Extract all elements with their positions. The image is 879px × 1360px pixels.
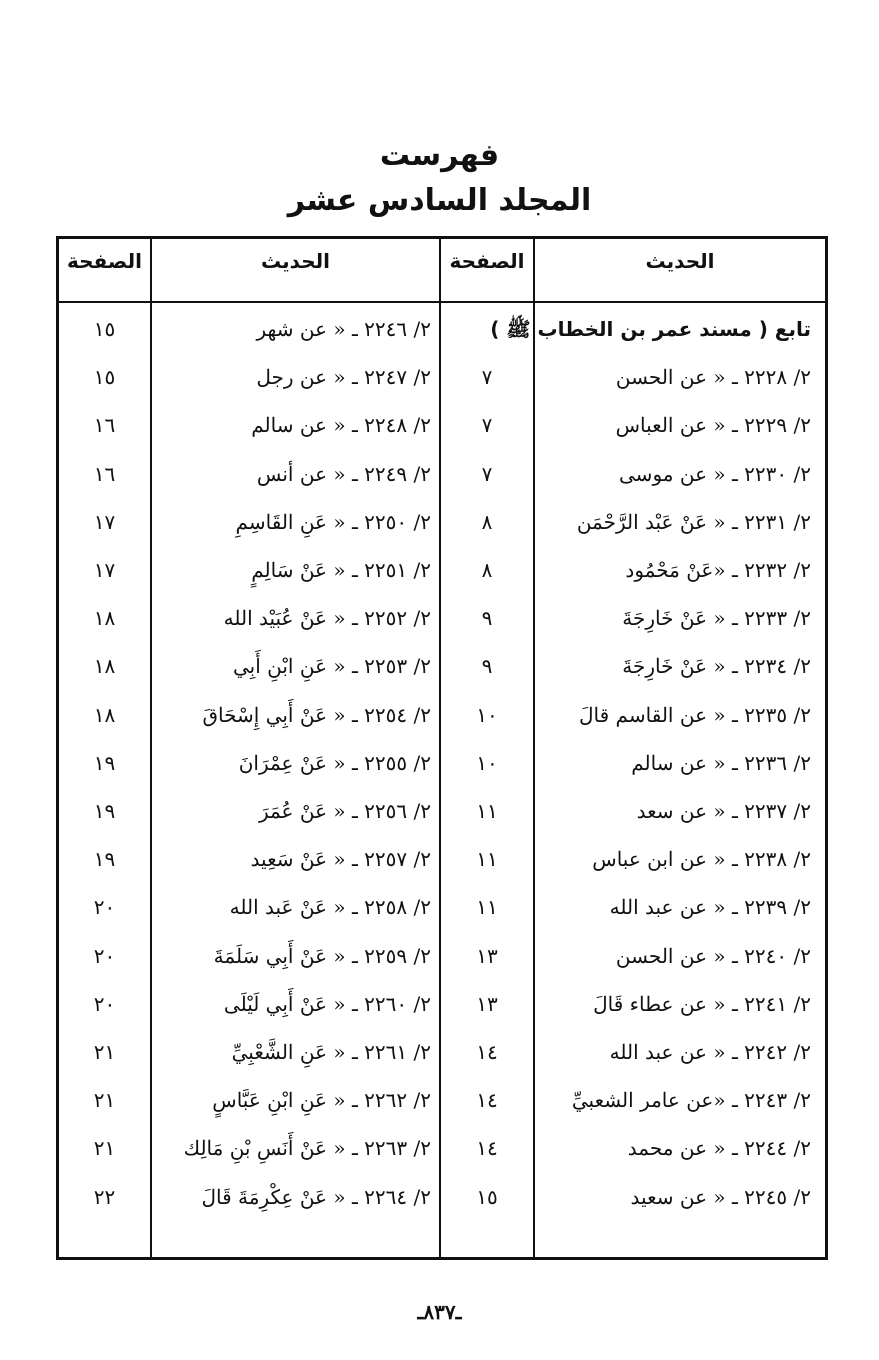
- left-hadith-entry: ٢/ ٢٢٤٦ ـ « عن شهر: [256, 317, 431, 341]
- left-page-number: ١٨: [93, 606, 116, 630]
- left-hadith-entry: ٢/ ٢٢٥٧ ـ « عَنْ سَعِيد: [250, 847, 431, 871]
- right-hadith-entry: ٢/ ٢٢٣٣ ـ « عَنْ خَارِجَةَ: [622, 606, 811, 630]
- left-page-number: ١٥: [93, 365, 116, 389]
- left-hadith-entry: ٢/ ٢٢٥٤ ـ « عَنْ أَبِي إِسْحَاقَ: [202, 703, 431, 727]
- right-hadith-entry: ٢/ ٢٢٤٣ ـ «عن عامر الشعبيِّ: [571, 1088, 811, 1112]
- left-hadith-entry: ٢/ ٢٢٤٨ ـ « عن سالم: [251, 413, 431, 437]
- left-hadith-entry: ٢/ ٢٢٤٧ ـ « عن رجل: [256, 365, 431, 389]
- right-page-number: ١٤: [476, 1136, 498, 1160]
- right-hadith-entry: ٢/ ٢٢٣٦ ـ « عن سالم: [631, 751, 811, 775]
- volume-subtitle: المجلد السادس عشر: [287, 183, 592, 218]
- left-page-number: ١٩: [93, 799, 116, 823]
- right-page-number: ١٠: [476, 703, 498, 727]
- header-divider: [59, 301, 825, 303]
- right-page-number: ١٤: [476, 1040, 498, 1064]
- left-hadith-entry: ٢/ ٢٢٥١ ـ « عَنْ سَالِمٍ: [251, 558, 431, 582]
- index-title: فهرست: [379, 138, 500, 173]
- right-hadith-entry: ٢/ ٢٢٣٤ ـ « عَنْ خَارِجَةَ: [622, 654, 811, 678]
- right-page-number: ١١: [476, 799, 498, 823]
- right-page-number: ١٤: [476, 1088, 498, 1112]
- left-hadith-entry: ٢/ ٢٢٤٩ ـ « عن أنس: [256, 462, 431, 486]
- right-page-number: ٨: [481, 558, 493, 582]
- left-hadith-entry: ٢/ ٢٢٦٠ ـ « عَنْ أَبِي لَيْلَى: [223, 992, 431, 1016]
- left-page-number: ١٥: [93, 317, 116, 341]
- left-hadith-entry: ٢/ ٢٢٥٨ ـ « عَنْ عَبد الله: [229, 895, 431, 919]
- left-hadith-entry: ٢/ ٢٢٦٣ ـ « عَنْ أَنَسِ بْنِ مَالِك: [183, 1136, 431, 1160]
- left-page-number: ٢٠: [93, 895, 116, 919]
- left-hadith-entry: ٢/ ٢٢٥٢ ـ « عَنْ عُبَيْد الله: [223, 606, 431, 630]
- left-page-number: ٢١: [93, 1088, 116, 1112]
- left-page-number: ٢١: [93, 1040, 116, 1064]
- left-page-number: ١٦: [93, 462, 116, 486]
- right-page-number: ٨: [481, 510, 493, 534]
- right-hadith-entry: ٢/ ٢٢٢٨ ـ « عن الحسن: [615, 365, 811, 389]
- header-page-right: الصفحة: [449, 249, 525, 273]
- left-page-number: ٢٢: [93, 1185, 116, 1209]
- index-table: [56, 236, 828, 1260]
- left-page-number: ١٧: [93, 558, 116, 582]
- left-hadith-entry: ٢/ ٢٢٥٠ ـ « عَنِ القَاسِمِ: [235, 510, 431, 534]
- right-hadith-entry: ٢/ ٢٢٣٥ ـ « عن القاسم قالَ: [579, 703, 811, 727]
- right-page-number: ٩: [481, 654, 493, 678]
- left-page-number: ١٨: [93, 654, 116, 678]
- left-hadith-entry: ٢/ ٢٢٥٥ ـ « عَنْ عِمْرَانَ: [238, 751, 431, 775]
- left-hadith-entry: ٢/ ٢٢٥٣ ـ « عَنِ ابْنِ أَبِي: [232, 654, 431, 678]
- header-hadith-right: الحديث: [645, 249, 715, 273]
- left-page-number: ٢١: [93, 1136, 116, 1160]
- right-hadith-entry: ٢/ ٢٢٣١ ـ « عَنْ عَبْد الرَّحْمَن: [576, 510, 811, 534]
- left-page-number: ١٩: [93, 847, 116, 871]
- right-hadith-entry: ٢/ ٢٢٣٠ ـ « عن موسى: [619, 462, 811, 486]
- left-page-number: ١٨: [93, 703, 116, 727]
- right-page-number: ٧: [481, 462, 493, 486]
- right-page-number: ١١: [476, 847, 498, 871]
- header-page-left: الصفحة: [66, 249, 142, 273]
- header-hadith-left: الحديث: [260, 249, 330, 273]
- right-hadith-entry: ٢/ ٢٢٤٠ ـ « عن الحسن: [615, 944, 811, 968]
- right-hadith-entry: ٢/ ٢٢٣٨ ـ « عن ابن عباس: [592, 847, 811, 871]
- left-page-number: ٢٠: [93, 944, 116, 968]
- left-hadith-entry: ٢/ ٢٢٦٢ ـ « عَنِ ابْنِ عَبَّاسٍ: [212, 1088, 431, 1112]
- right-hadith-entry: ٢/ ٢٢٣٢ ـ «عَنْ مَحْمُود: [625, 558, 811, 582]
- right-hadith-entry: تابع ( مسند عمر بن الخطاب ﷺ ): [490, 317, 811, 341]
- right-page-number: ٩: [481, 606, 493, 630]
- left-hadith-entry: ٢/ ٢٢٦٤ ـ « عَنْ عِكْرِمَةَ قَالَ: [201, 1185, 431, 1209]
- left-hadith-entry: ٢/ ٢٢٥٩ ـ « عَنْ أَبِي سَلَمَةَ: [213, 944, 431, 968]
- right-hadith-entry: ٢/ ٢٢٤٢ ـ « عن عبد الله: [609, 1040, 811, 1064]
- right-page-number: ١٠: [476, 751, 498, 775]
- right-page-number: ٧: [481, 365, 493, 389]
- page-number: ـ٨٣٧ـ: [417, 1300, 462, 1324]
- column-divider-3: [533, 239, 535, 1257]
- right-page-number: ١١: [476, 895, 498, 919]
- left-hadith-entry: ٢/ ٢٢٦١ ـ « عَنِ الشَّعْبِيِّ: [231, 1040, 431, 1064]
- left-page-number: ١٧: [93, 510, 116, 534]
- right-hadith-entry: ٢/ ٢٢٢٩ ـ « عن العباس: [615, 413, 811, 437]
- right-hadith-entry: ٢/ ٢٢٤٥ ـ « عن سعيد: [630, 1185, 811, 1209]
- right-page-number: ١٣: [476, 992, 498, 1016]
- left-page-number: ١٦: [93, 413, 116, 437]
- left-page-number: ١٩: [93, 751, 116, 775]
- column-divider-1: [150, 239, 152, 1257]
- right-hadith-entry: ٢/ ٢٢٤٤ ـ « عن محمد: [627, 1136, 811, 1160]
- right-page-number: ٧: [481, 413, 493, 437]
- right-hadith-entry: ٢/ ٢٢٤١ ـ « عن عطاء قَالَ: [593, 992, 811, 1016]
- right-hadith-entry: ٢/ ٢٢٣٩ ـ « عن عبد الله: [609, 895, 811, 919]
- right-page-number: ١٥: [476, 1185, 498, 1209]
- right-page-number: ١٣: [476, 944, 498, 968]
- right-hadith-entry: ٢/ ٢٢٣٧ ـ « عن سعد: [636, 799, 811, 823]
- left-page-number: ٢٠: [93, 992, 116, 1016]
- left-hadith-entry: ٢/ ٢٢٥٦ ـ « عَنْ عُمَرَ: [258, 799, 431, 823]
